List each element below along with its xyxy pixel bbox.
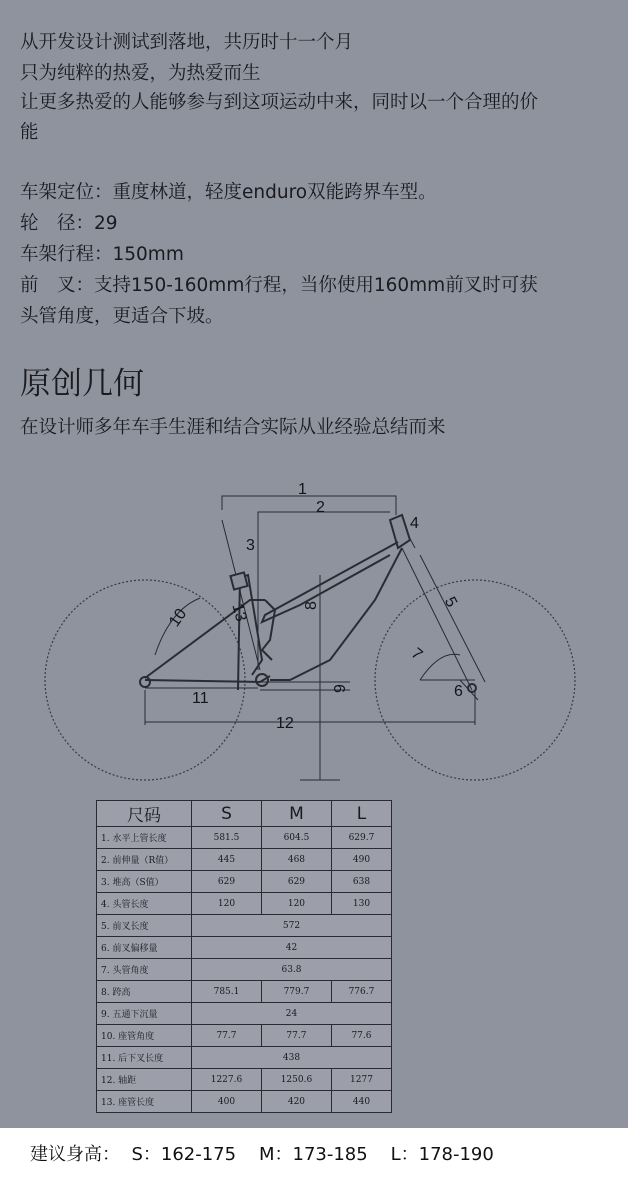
spec-travel: 车架行程：150mm — [20, 244, 184, 265]
row-label: 9. 五通下沉量 — [97, 1003, 192, 1025]
spec-positioning: 车架定位：重度林道，轻度enduro双能跨界车型。 — [20, 182, 437, 203]
dim-label-5: 5 — [440, 594, 461, 611]
intro-line-4: 能 — [20, 122, 39, 143]
row-label: 3. 堆高（S值） — [97, 871, 192, 893]
cell-l: 130 — [331, 893, 391, 915]
spec-fork-line-1: 前 叉：支持150-160mm行程，当你使用160mm前叉时可获 — [20, 275, 538, 296]
cell-s: 77.7 — [192, 1025, 262, 1047]
table-header-row — [97, 801, 392, 827]
spec-wheel: 轮 径：29 — [20, 213, 118, 234]
row-label: 6. 前叉偏移量 — [97, 937, 192, 959]
cell-m: 604.5 — [261, 827, 331, 849]
dim-label-9: 9 — [332, 684, 349, 693]
cell-s: 400 — [192, 1091, 262, 1113]
intro-line-3: 让更多热爱的人能够参与到这项运动中来，同时以一个合理的价 — [20, 92, 539, 113]
cell-all: 572 — [192, 915, 392, 937]
dim-label-3: 3 — [246, 537, 255, 554]
section-subtitle: 在设计师多年车手生涯和结合实际从业经验总结而来 — [20, 417, 446, 438]
row-label: 1. 水平上管长度 — [97, 827, 192, 849]
cell-all: 438 — [192, 1047, 392, 1069]
cell-m: 1250.6 — [261, 1069, 331, 1091]
table-row — [97, 1003, 392, 1025]
cell-s: 629 — [192, 871, 262, 893]
dim-label-6: 6 — [454, 683, 463, 700]
intro-line-1: 从开发设计测试到落地，共历时十一个月 — [20, 32, 354, 53]
table-row — [97, 937, 392, 959]
cell-m: 629 — [261, 871, 331, 893]
cell-all: 42 — [192, 937, 392, 959]
cell-l: 629.7 — [331, 827, 391, 849]
row-label: 5. 前叉长度 — [97, 915, 192, 937]
row-label: 11. 后下叉长度 — [97, 1047, 192, 1069]
dim-label-1: 1 — [298, 481, 307, 498]
table-header-l: L — [331, 801, 391, 827]
row-label: 13. 座管长度 — [97, 1091, 192, 1113]
table-row — [97, 1047, 392, 1069]
cell-all: 24 — [192, 1003, 392, 1025]
spec-fork-line-2: 头管角度，更适合下坡。 — [20, 306, 224, 327]
table-row — [97, 1069, 392, 1091]
cell-l: 1277 — [331, 1069, 391, 1091]
dim-label-13: 13 — [228, 601, 250, 624]
row-label: 7. 头管角度 — [97, 959, 192, 981]
table-row — [97, 871, 392, 893]
table-row — [97, 849, 392, 871]
dim-label-4: 4 — [410, 515, 419, 532]
table-row — [97, 1025, 392, 1047]
row-label: 12. 轴距 — [97, 1069, 192, 1091]
table-row — [97, 827, 392, 849]
cell-l: 776.7 — [331, 981, 391, 1003]
table-header-s: S — [192, 801, 262, 827]
recommended-height: 建议身高： S：162-175 M：173-185 L：178-190 — [30, 1144, 494, 1165]
dim-line-5 — [420, 555, 485, 682]
geometry-diagram — [0, 470, 628, 790]
cell-m: 420 — [261, 1091, 331, 1113]
table-header-size: 尺码 — [97, 801, 192, 827]
geometry-table — [96, 800, 392, 1113]
cell-all: 63.8 — [192, 959, 392, 981]
cell-m: 120 — [261, 893, 331, 915]
dim-label-11: 11 — [192, 690, 209, 707]
cell-l: 490 — [331, 849, 391, 871]
table-header-m: M — [261, 801, 331, 827]
table-row — [97, 981, 392, 1003]
row-label: 4. 头管长度 — [97, 893, 192, 915]
cell-l: 440 — [331, 1091, 391, 1113]
cell-s: 120 — [192, 893, 262, 915]
row-label: 2. 前伸量（R值） — [97, 849, 192, 871]
cell-s: 785.1 — [192, 981, 262, 1003]
cell-m: 77.7 — [261, 1025, 331, 1047]
dim-label-7: 7 — [407, 645, 426, 664]
cell-l: 77.6 — [331, 1025, 391, 1047]
footer-panel — [0, 1128, 628, 1200]
dim-label-2: 2 — [316, 499, 325, 516]
cell-s: 445 — [192, 849, 262, 871]
cell-s: 1227.6 — [192, 1069, 262, 1091]
head-angle-arc — [420, 654, 460, 680]
row-label: 8. 跨高 — [97, 981, 192, 1003]
section-title: 原创几何 — [20, 366, 144, 402]
cell-m: 468 — [261, 849, 331, 871]
table-row — [97, 1091, 392, 1113]
row-label: 10. 座管角度 — [97, 1025, 192, 1047]
intro-line-2: 只为纯粹的热爱，为热爱而生 — [20, 63, 261, 84]
cell-l: 638 — [331, 871, 391, 893]
dim-label-10: 10 — [166, 605, 191, 631]
dim-label-12: 12 — [276, 715, 294, 732]
table-row — [97, 893, 392, 915]
cell-s: 581.5 — [192, 827, 262, 849]
table-row — [97, 959, 392, 981]
dim-label-8: 8 — [303, 601, 320, 610]
cell-m: 779.7 — [261, 981, 331, 1003]
table-row — [97, 915, 392, 937]
